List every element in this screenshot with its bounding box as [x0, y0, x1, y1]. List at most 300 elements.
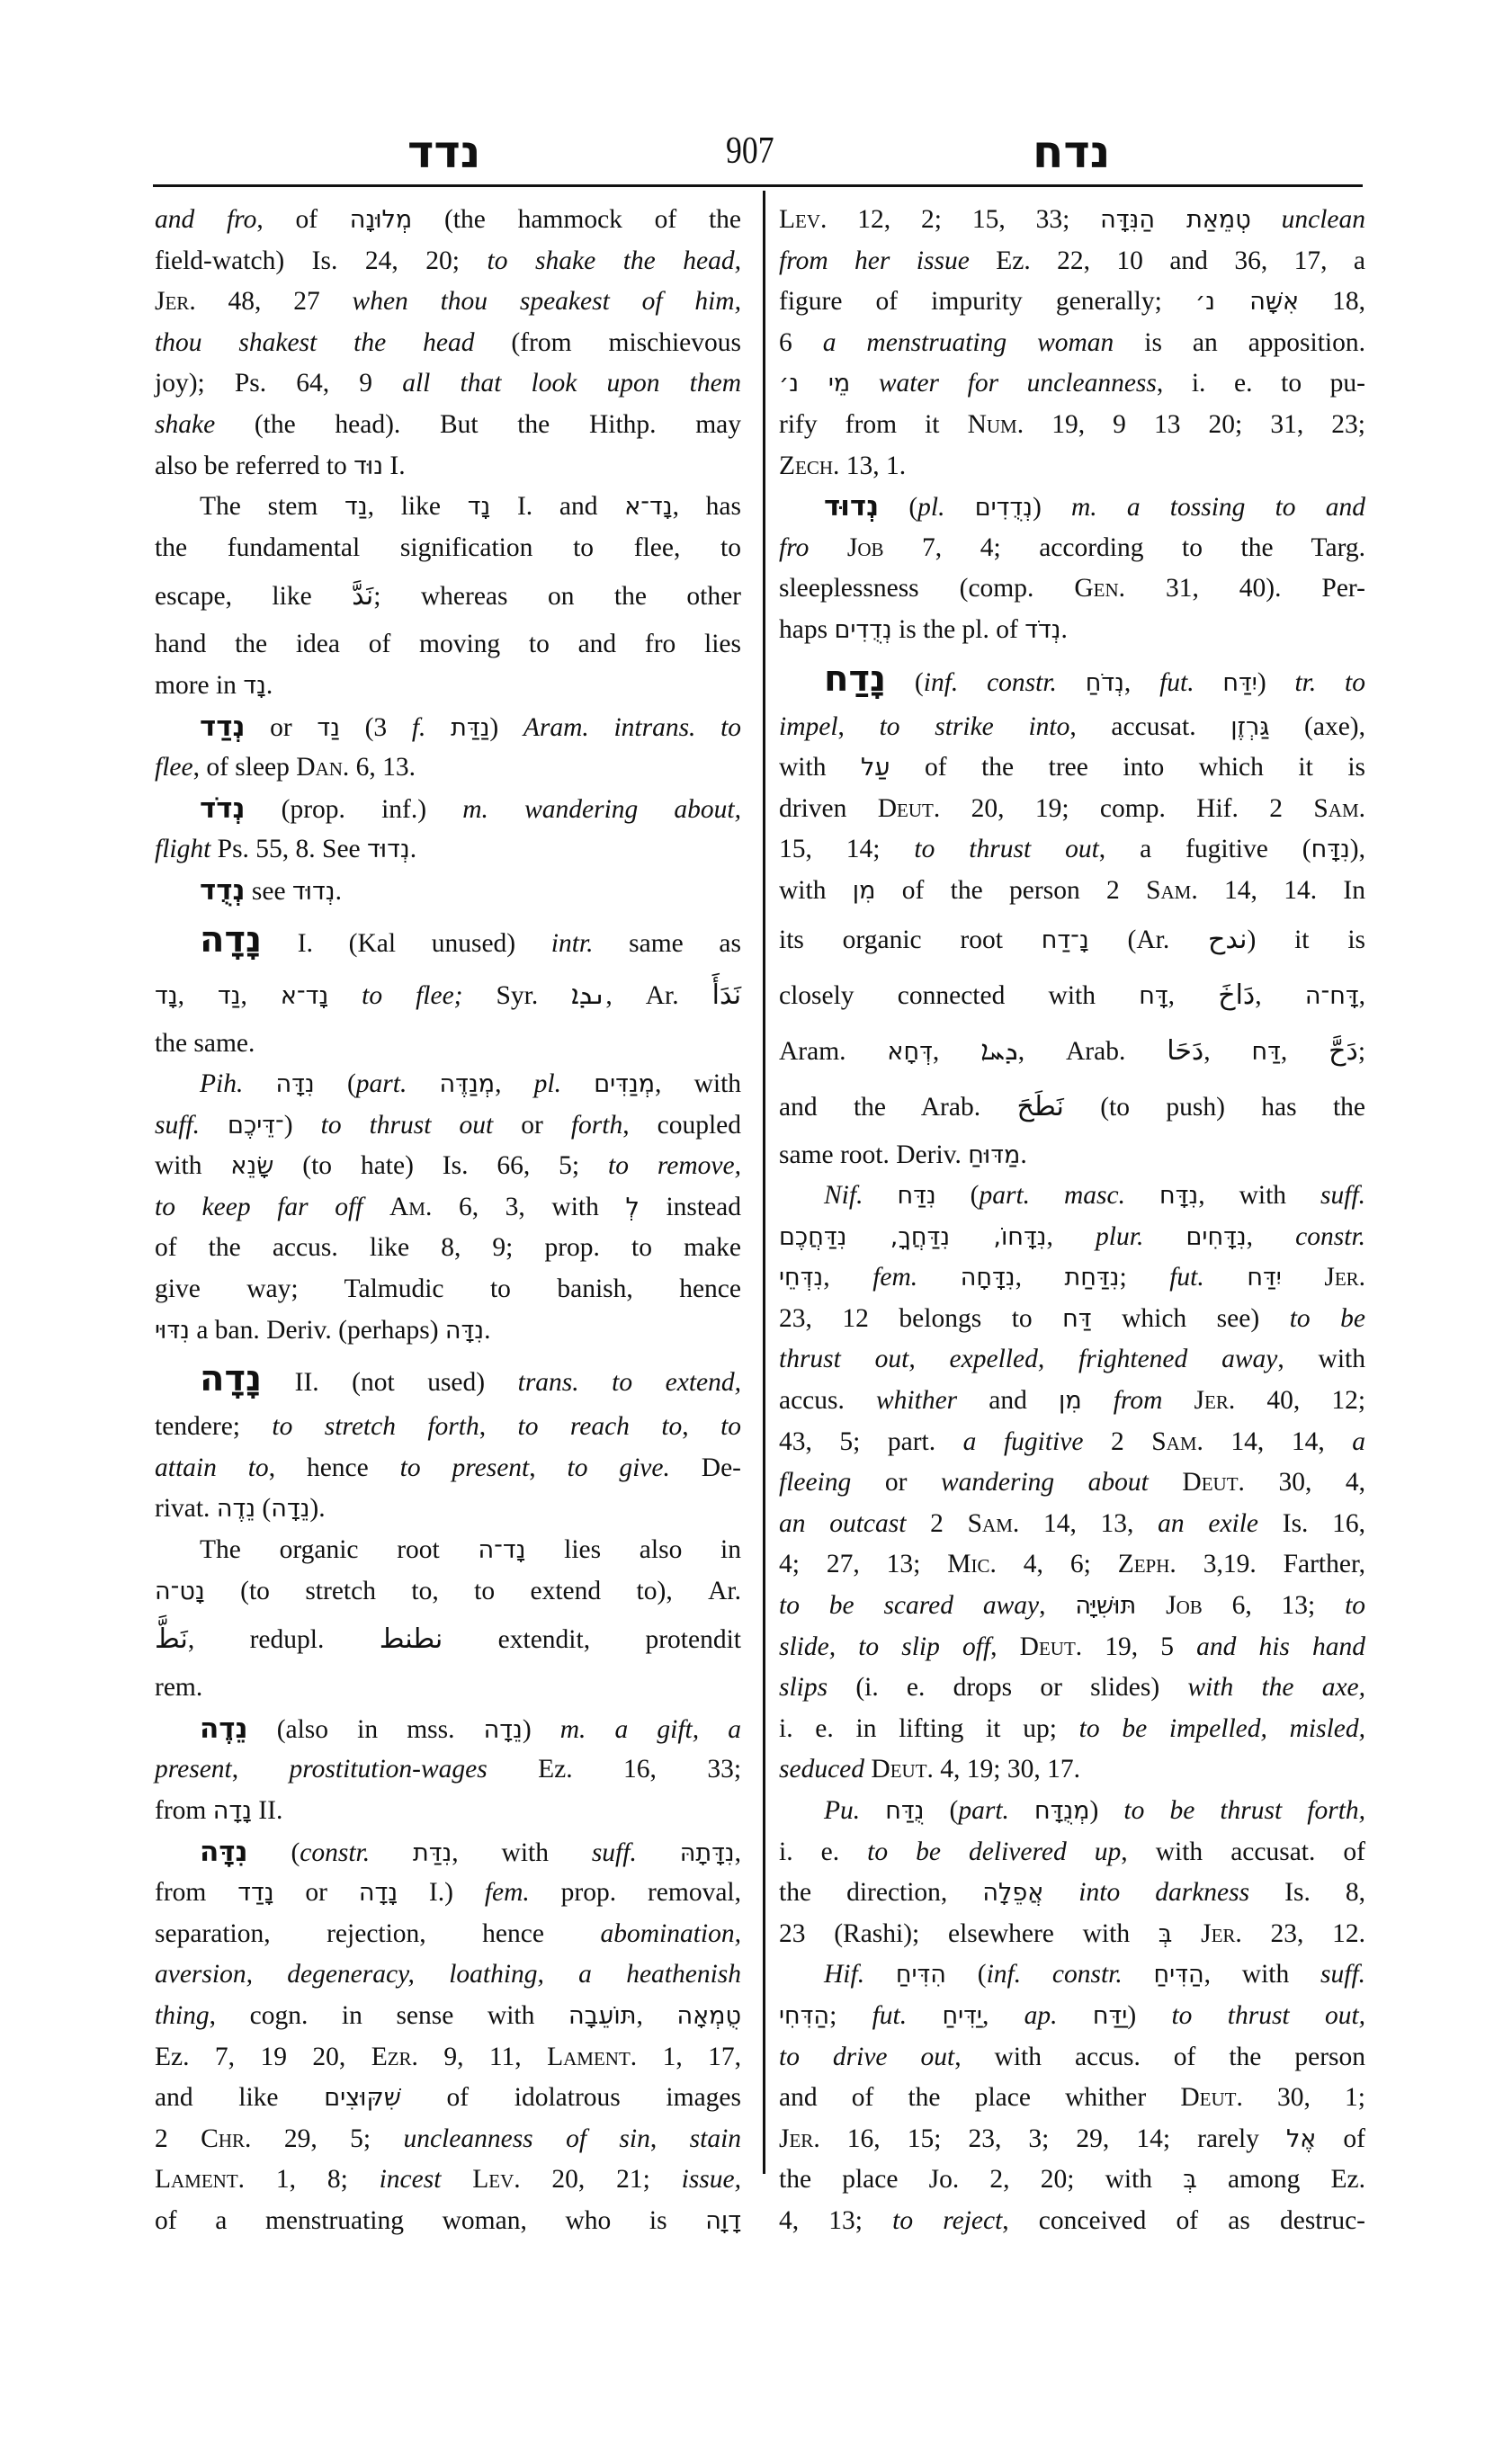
text-run: abomination,: [600, 1918, 741, 1948]
text-run: present: [155, 1755, 232, 1784]
text-run: ;: [829, 2000, 872, 2030]
hebrew-word: נְדוּד: [291, 877, 336, 906]
text-line: [155, 829, 741, 871]
text-run: (: [314, 1069, 356, 1099]
text-run: (to stretch to, to extend to), Ar.: [204, 1576, 741, 1605]
hebrew-word: גַּרְזֶן: [1230, 712, 1270, 741]
text-run: 31, 40). Per-: [1125, 574, 1365, 604]
text-run: , redupl.: [187, 1625, 380, 1655]
text-run: is the pl. of: [891, 614, 1025, 644]
text-run: accus.: [779, 1386, 876, 1416]
text-line: [779, 2037, 1365, 2079]
text-line: [779, 568, 1365, 610]
text-run: Nif.: [824, 1181, 863, 1211]
text-run: [1123, 1960, 1154, 1989]
text-run: ,: [636, 2000, 677, 2030]
text-run: 48, 27: [195, 287, 353, 317]
text-line: [779, 323, 1365, 364]
text-run: (i. e. drops or slides): [828, 1673, 1188, 1703]
text-line: [779, 2078, 1365, 2119]
text-run: [917, 1263, 961, 1292]
text-run: is an apposition.: [1114, 327, 1365, 357]
text-line: [779, 1462, 1365, 1504]
text-line: [155, 1832, 741, 1873]
text-run: (: [255, 1494, 272, 1524]
text-run: II.: [251, 1796, 283, 1825]
text-run: (to hate) Is. 66, 5;: [273, 1151, 609, 1181]
text-line: [779, 707, 1365, 748]
text-run: ,: [1123, 667, 1160, 697]
text-run: (to push) has the: [1063, 1092, 1365, 1122]
text-run: [1162, 1386, 1194, 1415]
text-run: fut.: [1169, 1263, 1204, 1292]
text-line: [779, 1791, 1365, 1832]
text-run: seduced: [779, 1755, 865, 1784]
hebrew-word: נְדֹד: [1024, 615, 1061, 644]
text-run: issue,: [681, 2165, 741, 2195]
hebrew-word: מְנֻדָּח: [1033, 1797, 1090, 1825]
text-line: [779, 789, 1365, 830]
text-run: Deut.: [1180, 2083, 1243, 2113]
text-run: (the head). But the Hithp. may: [215, 409, 741, 439]
text-run: m. a gift, a: [559, 1714, 741, 1744]
text-line: [155, 323, 741, 364]
arabic-word: دَاخَ: [1218, 979, 1256, 1011]
text-run: haps: [779, 614, 835, 644]
text-run: , of sleep: [192, 753, 297, 782]
text-run: pl.: [917, 493, 945, 523]
hebrew-word: לְ: [625, 1193, 640, 1221]
text-run: fut.: [872, 2000, 908, 2030]
text-run: , with accus. of the person: [954, 2042, 1366, 2071]
text-line: [155, 446, 741, 487]
text-run: joy); Ps. 64, 9: [155, 369, 403, 398]
text-line: [155, 568, 741, 624]
text-run: , of: [256, 205, 350, 234]
text-run: give way; Talmudic to banish, hence: [155, 1274, 741, 1304]
text-run: f.: [411, 712, 426, 742]
text-run: from: [1113, 1386, 1163, 1416]
text-line: [155, 1351, 741, 1407]
text-run: part.: [355, 1069, 407, 1099]
hebrew-word: טְמֵאַת הַנִּדָּה: [1100, 206, 1251, 234]
text-run: 1, 17,: [637, 2042, 741, 2071]
hebrew-word: נְדֹחַ: [1085, 668, 1124, 697]
text-line: [779, 1217, 1365, 1258]
text-run: tendere;: [155, 1412, 273, 1442]
hebrew-word: נָד־א: [280, 981, 329, 1010]
text-run: , Ar.: [605, 980, 712, 1010]
text-run: the same.: [155, 1028, 255, 1058]
text-run: the place Jo. 2, 20; with: [779, 2165, 1184, 2195]
text-run: Sam.: [1151, 1426, 1203, 1456]
text-run: [441, 2165, 472, 2194]
text-run: figure of impurity generally;: [779, 287, 1195, 317]
text-run: prop. removal,: [529, 1878, 741, 1908]
text-run: 15, 14;: [779, 835, 915, 864]
text-run: .: [1060, 614, 1068, 644]
hebrew-word: נֵדָה: [483, 1715, 523, 1744]
hebrew-word: שָׂנֵא: [230, 1152, 274, 1181]
text-run: same root. Deriv.: [779, 1140, 969, 1169]
text-run: .: [484, 1315, 491, 1345]
right-column: [779, 200, 1365, 2242]
text-run: Lev.: [779, 205, 828, 234]
text-run: 2: [1083, 1426, 1152, 1456]
text-run: Dan.: [296, 753, 350, 782]
text-run: , with: [1198, 1181, 1321, 1211]
text-run: , has: [672, 492, 742, 522]
text-run: attain to: [155, 1453, 269, 1482]
hebrew-word: נֵדָה: [271, 1495, 310, 1524]
left-column: [155, 200, 741, 2242]
hebrew-word: נָדַד: [237, 1879, 274, 1908]
text-run: flight: [155, 835, 211, 864]
text-line: [155, 1954, 741, 1996]
text-line: [779, 1135, 1365, 1176]
text-run: 19, 9 13 20; 31, 23;: [1024, 409, 1365, 439]
text-line: [155, 1612, 741, 1668]
text-run: instead: [639, 1192, 742, 1221]
text-line: [155, 666, 741, 707]
text-run: [243, 1069, 275, 1098]
hebrew-word: נְדֹד: [200, 791, 246, 825]
text-run: of a menstruating woman, who is: [155, 2205, 706, 2235]
text-run: 20, 21;: [520, 2165, 682, 2195]
text-run: closely connected with: [779, 980, 1140, 1010]
hebrew-word: מְנַדִּים: [594, 1070, 656, 1099]
text-run: to: [1345, 1591, 1366, 1621]
text-run: extendit, protendit: [443, 1625, 741, 1655]
text-line: [155, 1146, 741, 1187]
text-run: , with: [655, 1069, 742, 1099]
text-run: fro: [779, 532, 810, 562]
text-run: fem.: [872, 1263, 918, 1292]
text-run: , like: [367, 492, 468, 522]
running-head: [153, 126, 1363, 180]
hebrew-word: דַּח: [1251, 1037, 1281, 1066]
text-run: intr.: [550, 928, 594, 958]
text-line: [155, 624, 741, 666]
text-run: and like: [155, 2083, 325, 2113]
text-line: [155, 707, 741, 748]
text-run: m. a tossing to and: [1070, 493, 1366, 523]
text-run: .: [1020, 1140, 1027, 1169]
text-run: wandering about: [940, 1468, 1149, 1498]
hebrew-word: נַדַּת: [451, 713, 490, 742]
text-run: 4, 19; 30, 17.: [933, 1755, 1080, 1784]
text-run: , with: [1277, 1345, 1365, 1374]
text-run: 40, 12;: [1235, 1386, 1366, 1416]
text-run: to flee;: [362, 980, 463, 1010]
hebrew-word: נָד־ה: [478, 1536, 526, 1565]
text-line: [155, 1873, 741, 1914]
hebrew-word: מִן: [852, 876, 876, 905]
text-line: [155, 2119, 741, 2160]
text-run: Ez. 7, 19 20,: [155, 2042, 371, 2071]
text-run: to be: [1289, 1303, 1365, 1333]
hebrew-word: יִדַּח: [1222, 668, 1257, 697]
text-run: ): [1032, 493, 1071, 523]
text-run: 14, 14. In: [1197, 875, 1365, 905]
hebrew-word: הַדִּחִי: [779, 2001, 830, 2030]
text-run: Deut.: [871, 1755, 934, 1784]
hebrew-word: נָד: [467, 493, 491, 522]
page-number: 907: [726, 130, 774, 172]
text-run: trans. to extend,: [517, 1368, 741, 1398]
text-run: ): [1127, 2000, 1172, 2030]
hebrew-word: נִדָּה: [275, 1070, 315, 1099]
text-line: [779, 1504, 1365, 1545]
text-run: The stem: [200, 492, 345, 522]
text-run: to shake the head,: [487, 246, 741, 275]
text-run: , with: [452, 1838, 592, 1867]
text-run: ; whereas on the other: [373, 582, 741, 612]
text-run: Ezr.: [371, 2042, 418, 2071]
text-run: 30, 4,: [1244, 1468, 1365, 1498]
text-run: (from mischievous: [474, 327, 741, 357]
text-run: Sam.: [1146, 875, 1198, 905]
text-run: [561, 1069, 594, 1098]
text-run: (prop. inf.): [245, 794, 463, 824]
text-line: [155, 747, 741, 789]
text-run: a ban. Deriv. (perhaps): [189, 1315, 445, 1345]
text-line: [155, 968, 741, 1024]
text-run: [637, 1838, 680, 1867]
text-run: [1009, 1796, 1034, 1825]
text-run: I.): [398, 1878, 485, 1908]
text-run: [1057, 668, 1086, 697]
text-run: 9, 11,: [417, 2042, 548, 2071]
text-run: suff.: [155, 1110, 200, 1140]
text-run: ,: [1246, 1221, 1296, 1251]
text-run: fem.: [484, 1878, 530, 1908]
text-run: Num.: [967, 409, 1024, 439]
text-run: i. e. in lifting it up;: [779, 1713, 1079, 1743]
hebrew-word: יַדַּח: [1092, 2001, 1128, 2030]
hebrew-word: הִדִּיחַ: [895, 1961, 946, 1990]
text-line: [779, 446, 1365, 487]
text-run: all that look upon them: [402, 369, 741, 398]
text-run: Deut.: [1019, 1632, 1083, 1661]
text-run: a: [1352, 1426, 1366, 1456]
text-run: pl.: [533, 1069, 561, 1099]
text-run: rify from it: [779, 409, 968, 439]
text-run: [809, 533, 847, 562]
text-run: Jer.: [1194, 1386, 1236, 1416]
text-run: Syr.: [462, 980, 572, 1010]
text-run: (also in mss.: [247, 1714, 484, 1744]
text-run: 4; 27, 13;: [779, 1550, 948, 1579]
hebrew-word: הַדִּיחַ: [1153, 1961, 1204, 1990]
running-head-left-word: נדד: [407, 126, 481, 178]
text-run: 1, 8;: [245, 2165, 380, 2195]
hebrew-word: נִדָּחִים: [1185, 1222, 1247, 1251]
text-run: [863, 1181, 897, 1210]
text-line: [779, 1873, 1365, 1914]
text-run: ;: [1119, 1263, 1170, 1292]
text-run: an exile: [1158, 1508, 1259, 1538]
text-run: unclean: [1281, 205, 1365, 234]
text-run: impel: [779, 711, 838, 741]
hebrew-word: נַד: [217, 981, 241, 1010]
text-run: fut.: [1159, 667, 1194, 697]
text-run: with: [779, 875, 853, 905]
text-line: [779, 282, 1365, 323]
arabic-word: ܢܕܐ: [571, 979, 606, 1011]
text-line: [779, 241, 1365, 282]
text-run: [1125, 1181, 1159, 1210]
text-run: field-watch) Is. 24, 20;: [155, 246, 488, 275]
text-run: [864, 1960, 896, 1989]
text-line: [779, 1299, 1365, 1340]
text-line: [155, 1668, 741, 1709]
text-run: slide, to slip off: [779, 1632, 991, 1661]
text-run: [370, 1838, 413, 1867]
text-run: Sam.: [1313, 793, 1365, 823]
text-run: Job: [1166, 1591, 1203, 1621]
text-run: from her issue: [779, 246, 970, 275]
text-run: [1282, 1263, 1325, 1292]
text-run: ,: [240, 980, 281, 1010]
text-run: Jer.: [155, 287, 196, 317]
text-run: water for uncleanness: [878, 369, 1157, 398]
hebrew-word: נָ־דַח: [1041, 925, 1089, 954]
text-run: plur.: [1096, 1221, 1144, 1251]
text-line: [779, 405, 1365, 446]
text-line: [155, 2159, 741, 2201]
text-run: [1251, 205, 1282, 234]
hebrew-word: נְדֻדִים: [974, 494, 1033, 523]
text-run: Deut.: [877, 793, 941, 823]
text-run: 23, 12.: [1241, 1918, 1365, 1948]
text-line: [779, 2159, 1365, 2201]
hebrew-word: נָד־א: [624, 493, 673, 522]
text-run: to be delivered up: [867, 1837, 1122, 1866]
text-line: [779, 2201, 1365, 2242]
text-line: [779, 1257, 1365, 1299]
text-run: ,: [529, 1453, 568, 1482]
text-line: [155, 241, 741, 282]
text-line: [779, 1422, 1365, 1463]
hebrew-word: נִדּוּי: [155, 1316, 190, 1345]
hebrew-word: מְלוּנָה: [349, 206, 413, 234]
text-run: thrust out, expelled, frightened away: [779, 1345, 1278, 1374]
text-run: and fro: [155, 205, 257, 234]
text-run: of idolatrous images: [400, 2083, 741, 2113]
text-run: .: [265, 670, 273, 700]
text-run: 23, 12 belongs to: [779, 1303, 1063, 1333]
text-run: Jer.: [779, 2124, 820, 2153]
hebrew-word: נָדָה: [200, 1358, 263, 1400]
text-run: ,: [1046, 1221, 1096, 1251]
text-line: [779, 829, 1365, 871]
text-run: [850, 369, 879, 398]
hebrew-word: נִדָּחוֹ, נִדַּחֲךָ, נִדַּחֲכֶם: [779, 1222, 1047, 1251]
text-line: [779, 871, 1365, 912]
text-run: flee: [155, 753, 193, 782]
text-run: driven: [779, 793, 878, 823]
text-run: [362, 1193, 389, 1221]
text-run: to present: [399, 1453, 530, 1482]
text-run: (: [935, 1181, 980, 1211]
text-line: [155, 912, 741, 968]
text-run: ,: [231, 1755, 290, 1784]
text-run: when thou speakest of him,: [352, 287, 741, 317]
text-run: (: [924, 1796, 959, 1825]
text-run: ) it is: [1247, 925, 1365, 954]
text-run: Sam.: [967, 1508, 1020, 1538]
text-line: [155, 1228, 741, 1269]
text-line: [779, 1079, 1365, 1135]
text-run: II. (not used): [262, 1368, 518, 1398]
text-run: (: [247, 1838, 300, 1867]
text-line: [779, 1709, 1365, 1750]
text-run: same as: [593, 928, 741, 958]
text-line: [779, 1176, 1365, 1217]
text-run: lies also in: [525, 1535, 741, 1565]
hebrew-word: ־דֵּיכֶם: [228, 1111, 284, 1140]
text-line: [155, 487, 741, 528]
text-run: [1149, 1468, 1183, 1497]
text-run: ,: [177, 980, 218, 1010]
text-run: 4, 6;: [996, 1550, 1118, 1579]
text-run: Aram.: [779, 1036, 888, 1066]
text-line: [779, 363, 1365, 405]
hebrew-word: נִדָּח: [1159, 1182, 1199, 1211]
text-run: Lament.: [155, 2165, 246, 2195]
text-line: [155, 1996, 741, 2037]
hebrew-word: נֵדֶה: [216, 1495, 256, 1524]
text-run: ,: [1015, 1263, 1065, 1292]
text-run: Gen.: [1074, 574, 1125, 604]
text-run: or: [245, 712, 318, 742]
text-run: ,: [932, 1036, 981, 1066]
text-run: Pih.: [200, 1069, 244, 1099]
text-line: [779, 1586, 1365, 1627]
text-run: ).: [309, 1494, 326, 1524]
text-run: the fundamental signification to flee, to: [155, 532, 741, 562]
text-run: part.: [958, 1796, 1009, 1825]
hebrew-word: נֻדַּח: [885, 1797, 925, 1825]
text-run: to thrust out,: [1171, 2000, 1366, 2030]
text-run: suff.: [1320, 1181, 1366, 1211]
hebrew-word: נוּד: [353, 452, 384, 480]
text-run: , with accusat. of: [1121, 1837, 1365, 1866]
text-run: aversion, degeneracy, loathing, a heathenish: [155, 1960, 741, 1990]
text-run: with: [155, 1151, 231, 1181]
text-run: , cogn. in sense with: [209, 2000, 568, 2030]
text-line: [779, 1832, 1365, 1873]
text-run: The organic root: [200, 1535, 479, 1565]
text-run: and of the place whither: [779, 2083, 1181, 2113]
text-run: thou shakest the head: [155, 327, 475, 357]
text-line: [779, 200, 1365, 241]
text-run: to be scared away: [779, 1591, 1040, 1621]
text-run: rivat.: [155, 1494, 217, 1524]
text-run: [1082, 1386, 1114, 1415]
text-run: (the hammock of the: [412, 205, 741, 234]
text-run: of: [1316, 2124, 1365, 2153]
hebrew-word: נִדָּה: [444, 1316, 485, 1345]
text-line: [155, 528, 741, 569]
text-run: (: [879, 493, 918, 523]
text-run: 2: [906, 1508, 968, 1538]
text-run: ): [1089, 1796, 1124, 1825]
text-run: and his hand: [1196, 1632, 1366, 1661]
text-run: 30, 1;: [1242, 2083, 1366, 2113]
text-run: Jer.: [1201, 1918, 1242, 1948]
